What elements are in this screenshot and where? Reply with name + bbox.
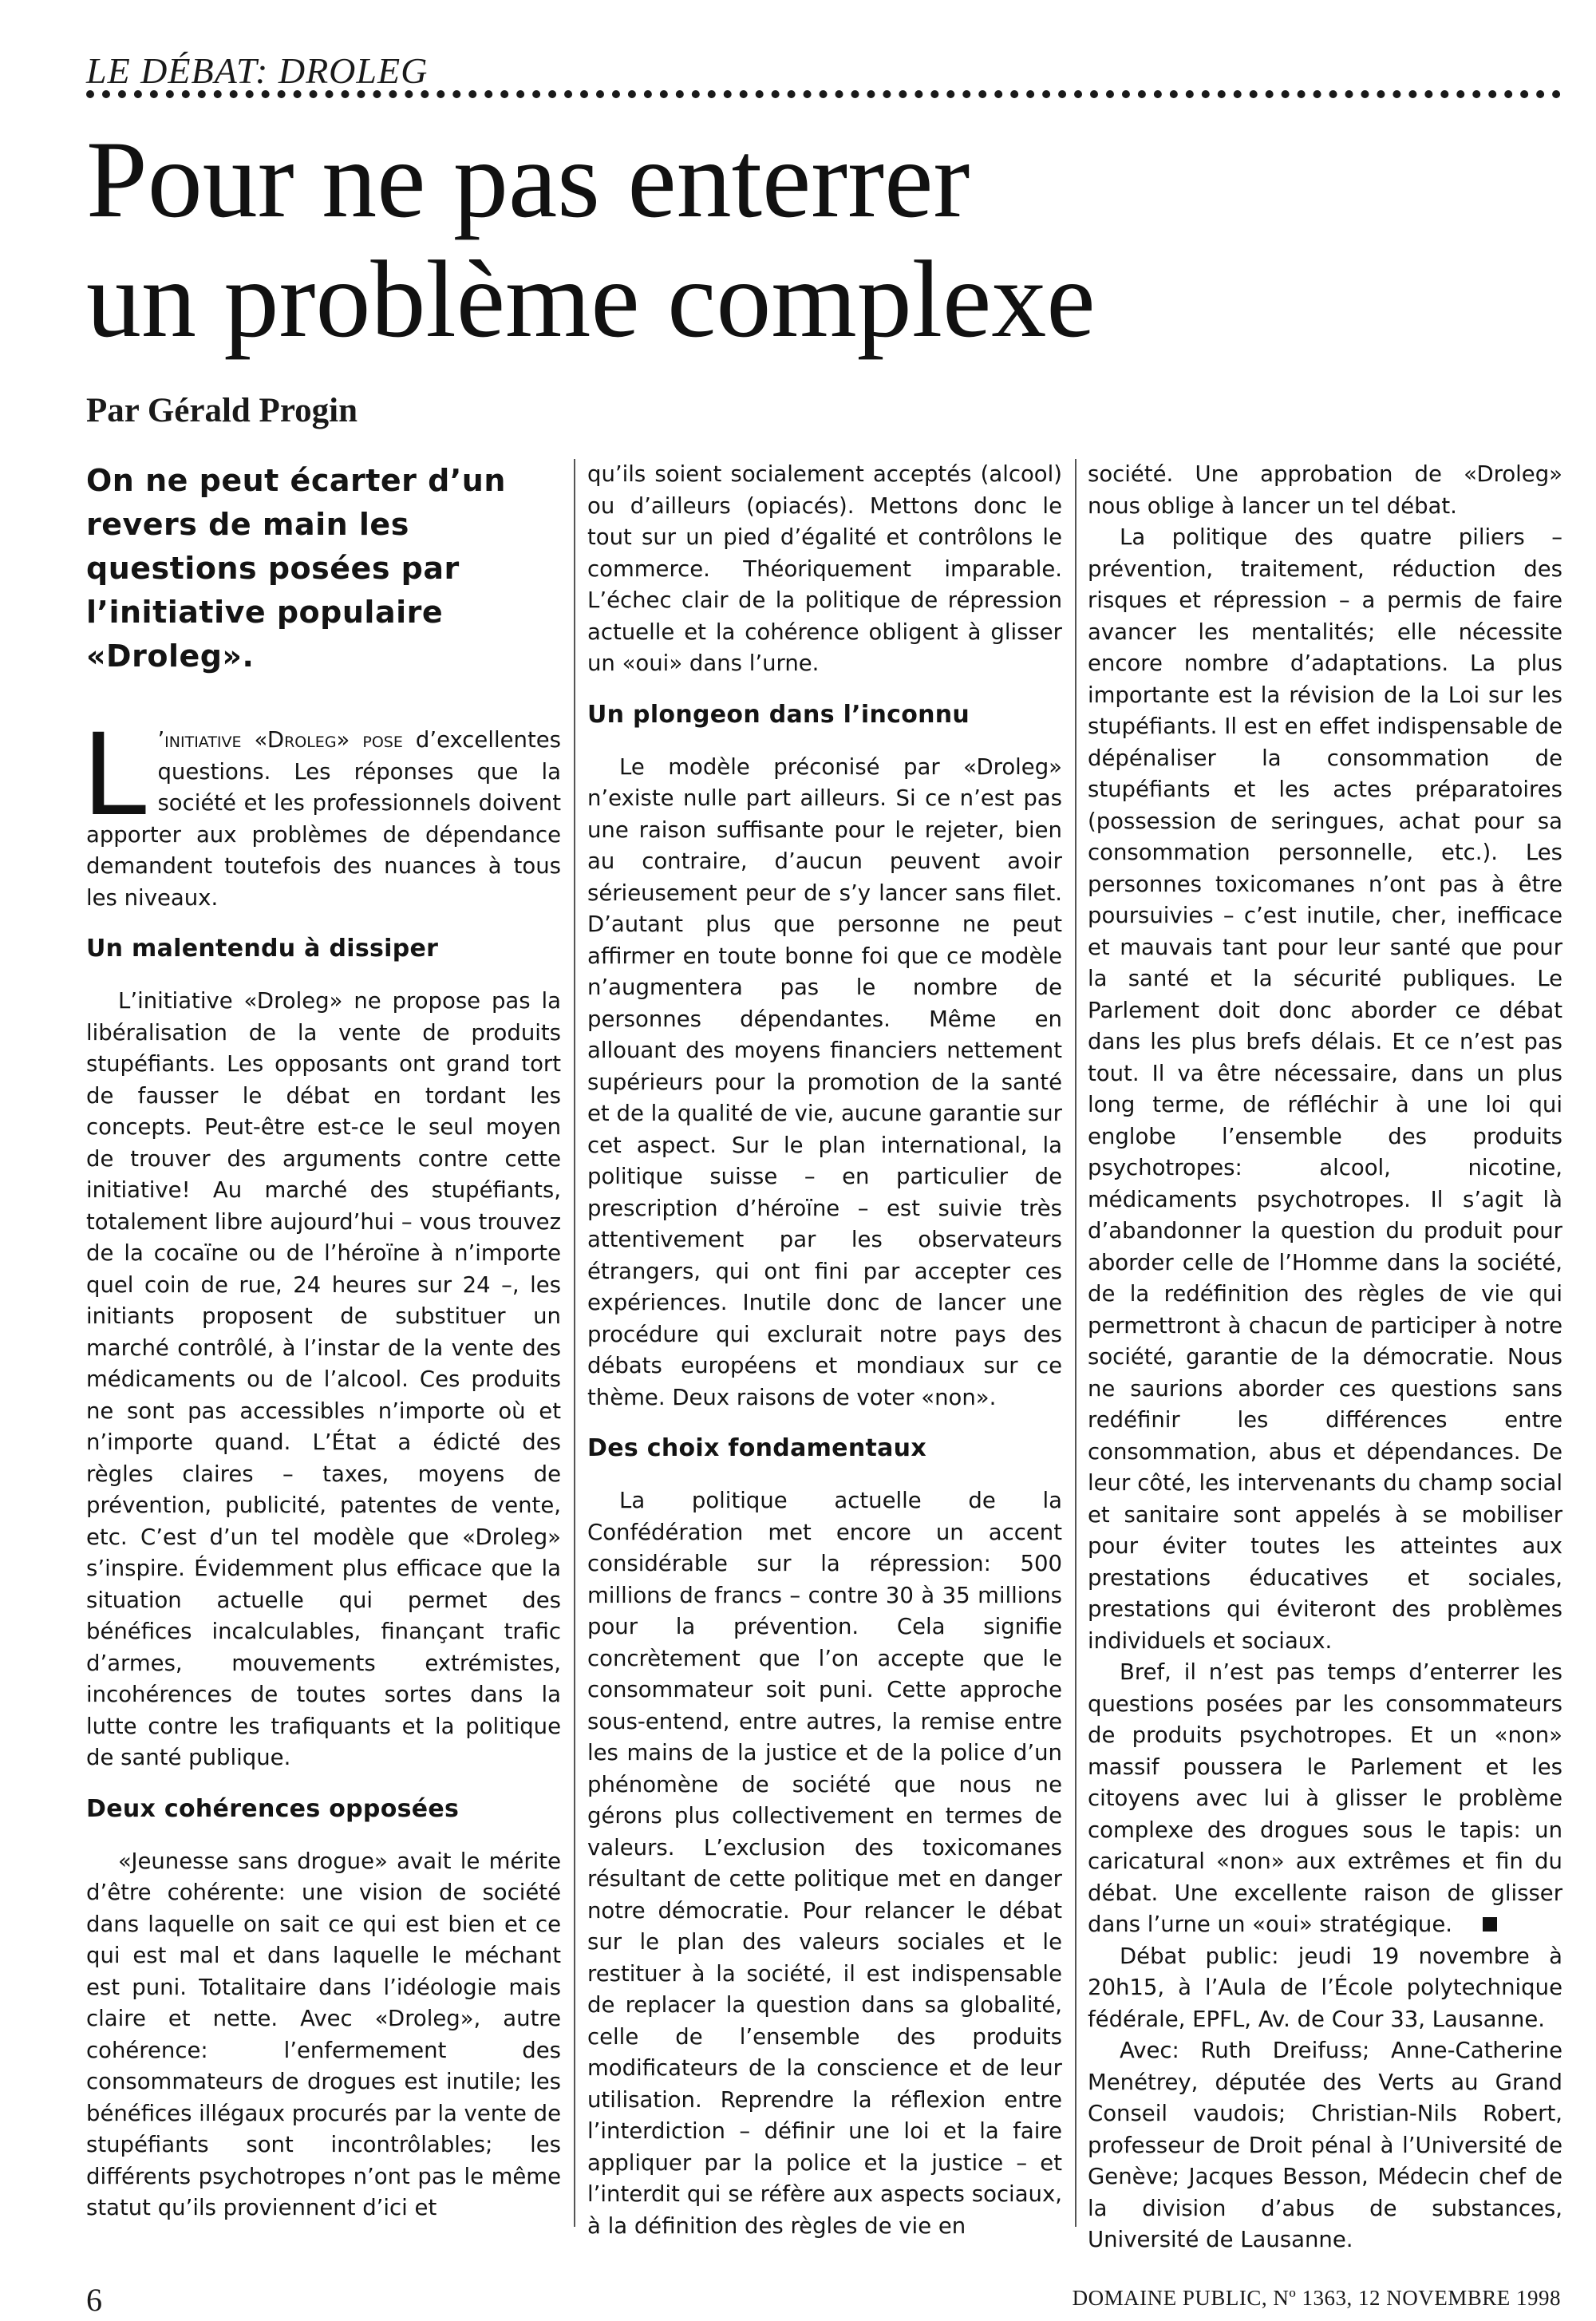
paragraph-choix-b: société. Une approbation de «Droleg» nous oblige à lancer un tel débat. xyxy=(1088,461,1562,519)
column-rule-1 xyxy=(574,459,575,2227)
paragraph-coherences-b: qu’ils soient socialement acceptés (alcool) ou d’ailleurs (opiacés). Mettons donc le tout sur un pied d’égalité et contrôlons le commerce. Théoriquement imparable. L’échec clair de la politique de répression actuelle et la cohérence obligent à glisser un «oui» dans l’urne. xyxy=(587,461,1062,676)
event-announcement: Débat public: jeudi 19 novembre à 20h15, à l’Aula de l’École polytechnique fédérale, EPFL, Av. de Cour 33, Lausanne. xyxy=(1088,1943,1562,2032)
end-of-article-mark xyxy=(1483,1917,1497,1932)
column-3 xyxy=(1088,459,1562,2252)
headline-line-2: un problème complexe xyxy=(86,238,1096,360)
heading-choix: Des choix fondamentaux xyxy=(587,1434,926,1462)
heading-malentendu: Un malentendu à dissiper xyxy=(86,935,439,963)
paragraph-plongeon: Le modèle préconisé par «Droleg» n’existe nulle part ailleurs. Si ce n’est pas une raison suffisante pour le rejeter, bien au contraire, d’aucun peuvent avoir sérieusement peur de s’y lancer sans filet. D’autant plus que personne ne peut affirmer en toute bonne foi que ce modèle n’augmentera pas le nombre de personnes dépendantes. Même en allouant des moyens financiers nettement supérieurs pour la promotion de la santé et de la qualité de vie, aucune garantie sur cet aspect. Sur le plan international, la politique suisse – en particulier de prescription d’héroïne – est suivie très attentivement par les observateurs étrangers, qui ont fini par accepter ces expériences. Inutile donc de lancer une procédure qui exclurait notre pays des débats européens et mondiaux sur ce thème. Deux raisons de voter «non». xyxy=(587,753,1062,1410)
drop-cap: L xyxy=(83,706,150,840)
conclusion-text: Bref, il n’est pas temps d’enterrer les questions posées par les consommateurs de produits psychotropes. Et un «non» massif poussera le Parlement et les citoyens avec lui à glisser le problème complexe des drogues sous le tapis: un caricatural «non» aux extrêmes et fin du débat. Une excellente raison de glisser dans l’urne un «oui» stratégique. xyxy=(1088,1659,1562,1937)
column-2 xyxy=(587,459,1062,2239)
headline-line-1: Pour ne pas enterrer xyxy=(86,118,970,240)
event-participants: Avec: Ruth Dreifuss; Anne-Catherine Menétrey, députée des Verts au Grand Conseil vaudois; Christian-Nils Robert, professeur de Droit pénal à l’Université de Genève; Jacques Besson, Médecin chef de la division d’abus de substances, Université de Lausanne. xyxy=(1088,2038,1562,2252)
heading-plongeon: Un plongeon dans l’inconnu xyxy=(587,700,970,729)
chapeau: On ne peut écarter d’un revers de main les questions posées par l’initiative populaire «Droleg». xyxy=(86,463,506,674)
paragraph-choix-a: La politique actuelle de la Confédération met encore un accent considérable sur la répression: 500 millions de francs – contre 30 à 35 millions pour la prévention. Cela signifie concrètement que l’on accepte que le consommateur soit puni. Cette approche sous-entend, entre autres, la remise entre les mains de la justice et de la police d’un phénomène de société que nous ne gérons plus collectivement en termes de valeurs. L’exclusion des toxicomanes résultant de cette politique met en danger notre démocratie. Pour relancer le débat sur le plan des valeurs sociales et le restituer à la société, il est indispensable de replacer la question dans sa globalité, celle de l’ensemble des produits modificateurs de la conscience et de leur utilisation. Reprendre la réflexion entre l’interdiction – définir une loi et la faire appliquer par la police et la justice – et l’interdit qui se réfère aux aspects sociaux, à la définition des règles de vie en xyxy=(587,1488,1062,2239)
heading-coherences: Deux cohérences opposées xyxy=(86,1794,460,1823)
paragraph-coherences-a: «Jeunesse sans drogue» avait le mérite d’être cohérente: une vision de société dans laquelle on sait ce qui est bien et ce qui est mal et dans laquelle le méchant est puni. Totalitaire dans l’idéologie mais claire et nette. Avec «Droleg», autre cohérence: l’enfermement des consommateurs de drogues est inutile; les bénéfices illégaux procurés par la vente de stupéfiants sont incontrôlables; les différents psychotropes n’ont pas le même statut qu’ils proviennent d’ici et xyxy=(86,1848,561,2220)
dotted-rule xyxy=(86,90,1561,98)
intro-paragraph xyxy=(83,706,561,914)
byline: Par Gérald Progin xyxy=(86,392,358,429)
column-rule-2 xyxy=(1075,459,1077,2227)
page-number: 6 xyxy=(86,2282,102,2318)
paragraph-choix-c: La politique des quatre piliers – prévention, traitement, réduction des risques et répression – a permis de faire avancer les mentalités; elle nécessite encore nombre d’adaptations. La plus importante est la révision de la Loi sur les stupéfiants. Il est en effet indispensable de dépénaliser la consommation de stupéfiants et les actes préparatoires (possession de seringues, achat pour sa consommation personnelle, etc.). Les personnes toxicomanes n’ont pas à être poursuivies – c’est inutile, cher, inefficace et mauvais tant pour leur santé que pour la santé et la sécurité publiques. Le Parlement doit donc aborder ce débat dans les plus brefs délais. Et ce n’est pas tout. Il va être nécessaire, dans un plus long terme, de réfléchir à une loi qui englobe l’ensemble des produits psychotropes: alcool, nicotine, médicaments psychotropes. Il s’agit là d’abandonner la question du produit pour aborder celle de l’Homme dans la société, de la redéfinition des règles de vie qui permettront à chacun de participer à notre société, garantie de la démocratie. Nous ne saurions aborder ces questions sans redéfinir les différences entre consommation, abus et dépendances. De leur côté, les intervenants du champ social et sanitaire sont appelés à se mobiliser pour éviter toutes les atteintes aux prestations éducatives et sociales, prestations qui éviteront des problèmes individuels et sociaux. xyxy=(1088,524,1562,1654)
paragraph-malentendu: L’initiative «Droleg» ne propose pas la libéralisation de la vente de produits stupéfiants. Les opposants ont grand tort de fausser le débat en tordant les concepts. Peut-être est-ce le seul moyen de trouver des arguments contre cette initiative! Au marché des stupéfiants, totalement libre aujourd’hui – vous trouvez de la cocaïne ou de l’héroïne à n’importe quel coin de rue, 24 heures sur 24 –, les initiants proposent de substituer un marché contrôlé, à l’instar de la vente des médicaments ou de l’alcool. Ces produits ne sont pas accessibles n’importe où et n’importe quand. L’État a édicté des règles claires – taxes, moyens de prévention, publicité, patentes de vente, etc. C’est d’un tel modèle que «Droleg» s’inspire. Évidemment plus efficace que la situation actuelle qui permet des bénéfices incalculables, finançant trafic d’armes, mouvements extrémistes, incohérences de toutes sortes dans la lutte contre les trafiquants et la politique de santé publique. xyxy=(86,988,561,1770)
headline xyxy=(86,120,1363,359)
column-1 xyxy=(83,459,561,2227)
intro-lead: ’initiative «Droleg» pose xyxy=(157,727,403,753)
publication-footer: DOMAINE PUBLIC, Nº 1363, 12 NOVEMBRE 1998 xyxy=(1072,2286,1561,2310)
intro-text: d’excellentes questions. Les réponses que la société et les professionnels doivent apporter aux problèmes de dépendance demandent toutefois des nuances à tous les niveaux. xyxy=(86,727,561,911)
kicker: LE DÉBAT: DROLEG xyxy=(86,50,429,91)
paragraph-choix-d xyxy=(1088,1657,1562,1941)
